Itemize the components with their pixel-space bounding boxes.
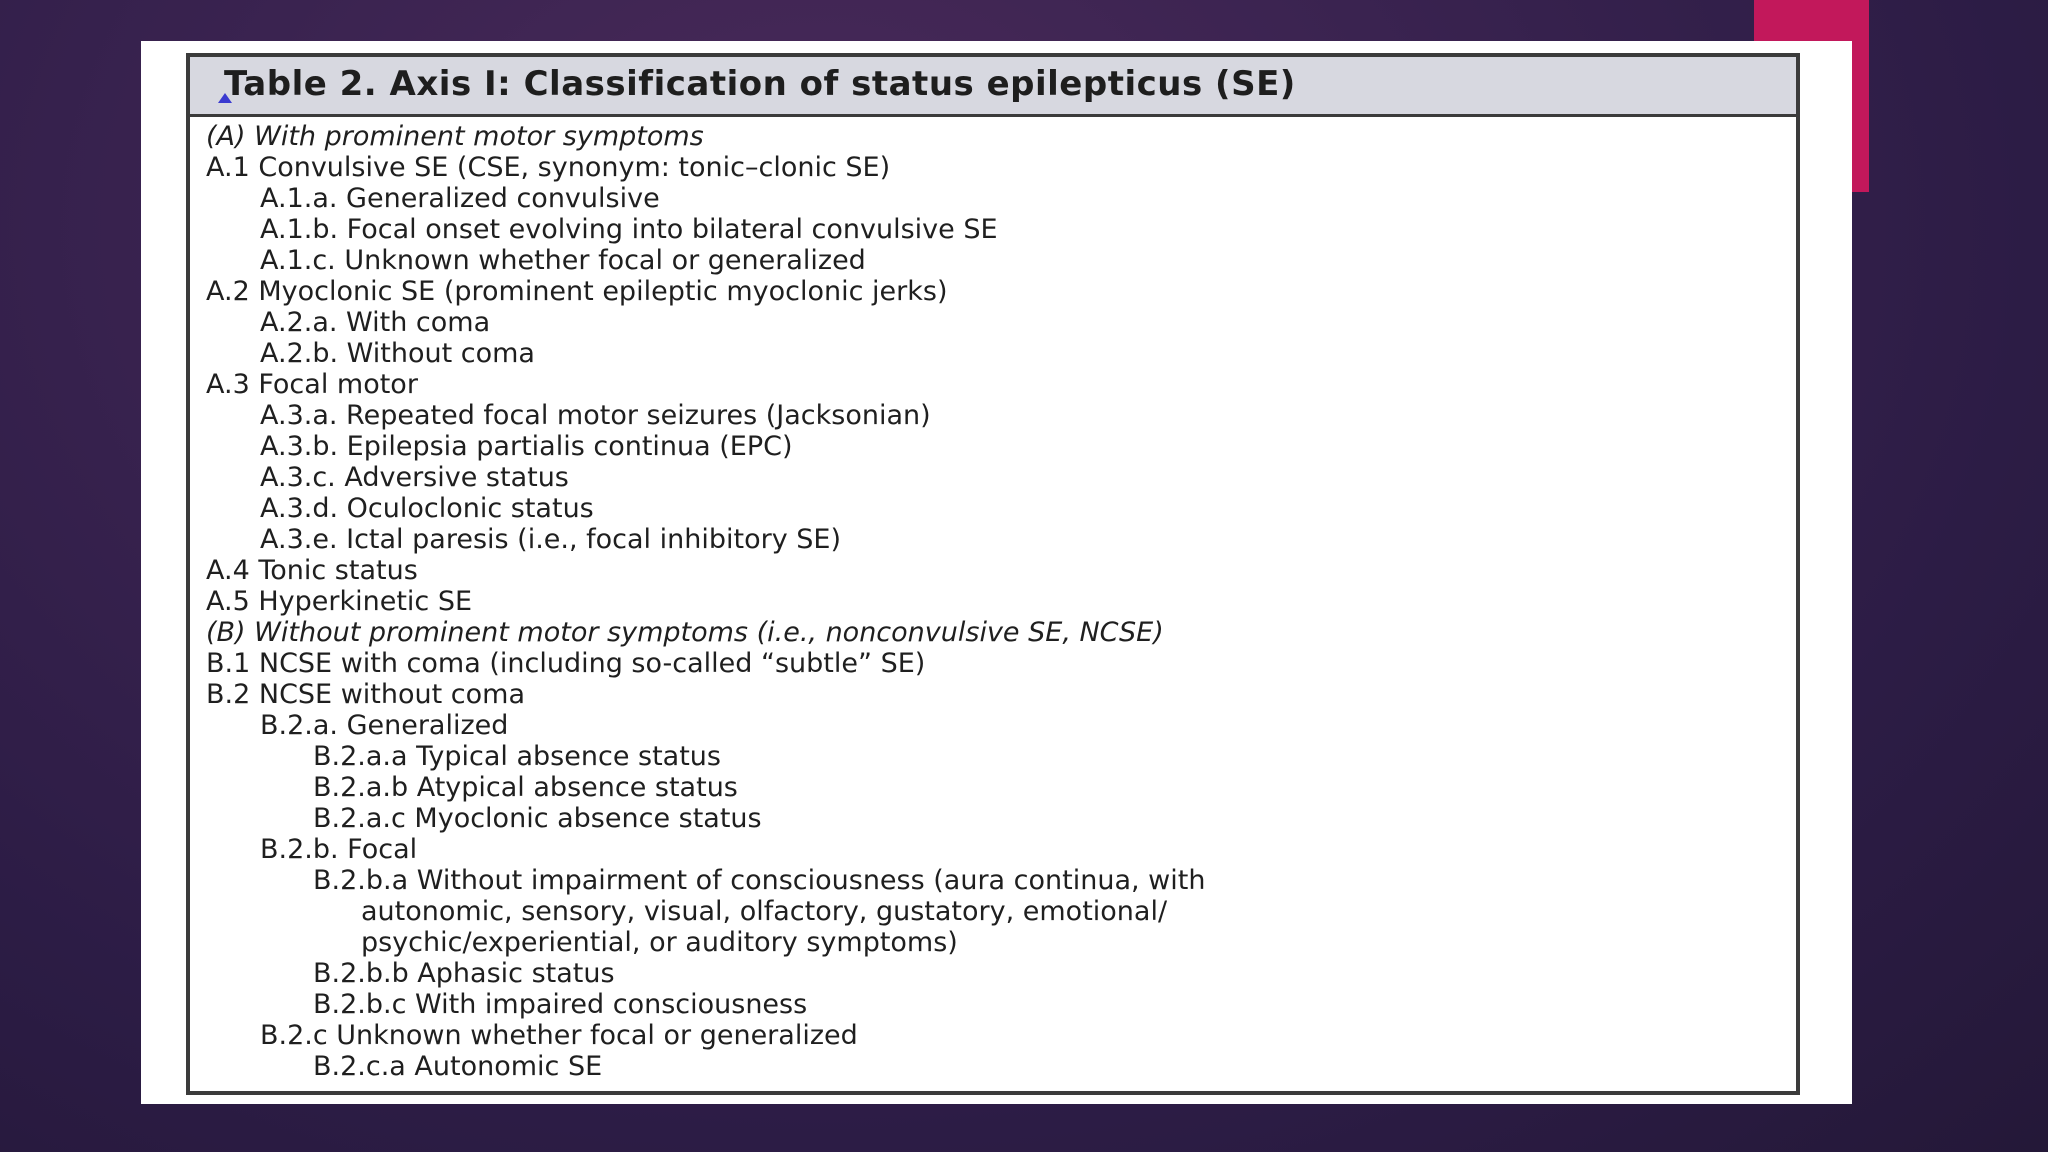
classification-row: autonomic, sensory, visual, olfactory, gustatory, emotional/ [361, 896, 1168, 927]
classification-row: B.2.b. Focal [260, 834, 418, 865]
classification-row: A.3 Focal motor [206, 369, 418, 400]
classification-row: A.2.a. With coma [260, 307, 491, 338]
classification-row: B.2.a.a Typical absence status [313, 741, 721, 772]
classification-row: B.1 NCSE with coma (including so-called “subtle” SE) [206, 648, 926, 679]
classification-row: A.3.a. Repeated focal motor seizures (Jacksonian) [260, 400, 931, 431]
classification-row: A.1.a. Generalized convulsive [260, 183, 660, 214]
table-rows [206, 121, 1786, 1082]
classification-row: psychic/experiential, or auditory symptoms) [361, 927, 958, 958]
classification-row: B.2.b.a Without impairment of consciousness (aura continua, with [313, 865, 1206, 896]
classification-row: A.1 Convulsive SE (CSE, synonym: tonic–clonic SE) [206, 152, 891, 183]
classification-row: B.2 NCSE without coma [206, 679, 525, 710]
classification-row: B.2.b.b Aphasic status [313, 958, 615, 989]
classification-row: A.1.b. Focal onset evolving into bilateral convulsive SE [260, 214, 998, 245]
classification-table [186, 53, 1800, 1095]
classification-row: A.3.e. Ictal paresis (i.e., focal inhibitory SE) [260, 524, 842, 555]
classification-row: A.3.b. Epilepsia partialis continua (EPC) [260, 431, 793, 462]
classification-row: B.2.c.a Autonomic SE [313, 1051, 603, 1082]
classification-row: B.2.c Unknown whether focal or generalized [260, 1020, 858, 1051]
table-title: Table 2. Axis I: Classification of status epilepticus (SE) [224, 64, 1296, 104]
classification-row: B.2.a.c Myoclonic absence status [313, 803, 762, 834]
table-header [190, 57, 1796, 117]
classification-row: A.1.c. Unknown whether focal or generalized [260, 245, 866, 276]
classification-row: A.4 Tonic status [206, 555, 418, 586]
classification-row: B.2.a.b Atypical absence status [313, 772, 738, 803]
classification-row: B.2.b.c With impaired consciousness [313, 989, 808, 1020]
section-heading: (B) Without prominent motor symptoms (i.e., nonconvulsive SE, NCSE) [206, 617, 1164, 648]
section-heading: (A) With prominent motor symptoms [206, 121, 704, 152]
classification-row: A.3.d. Oculoclonic status [260, 493, 594, 524]
classification-row: A.2 Myoclonic SE (prominent epileptic myoclonic jerks) [206, 276, 948, 307]
classification-row: B.2.a. Generalized [260, 710, 509, 741]
classification-row: A.5 Hyperkinetic SE [206, 586, 473, 617]
classification-row: A.3.c. Adversive status [260, 462, 569, 493]
classification-row: A.2.b. Without coma [260, 338, 535, 369]
